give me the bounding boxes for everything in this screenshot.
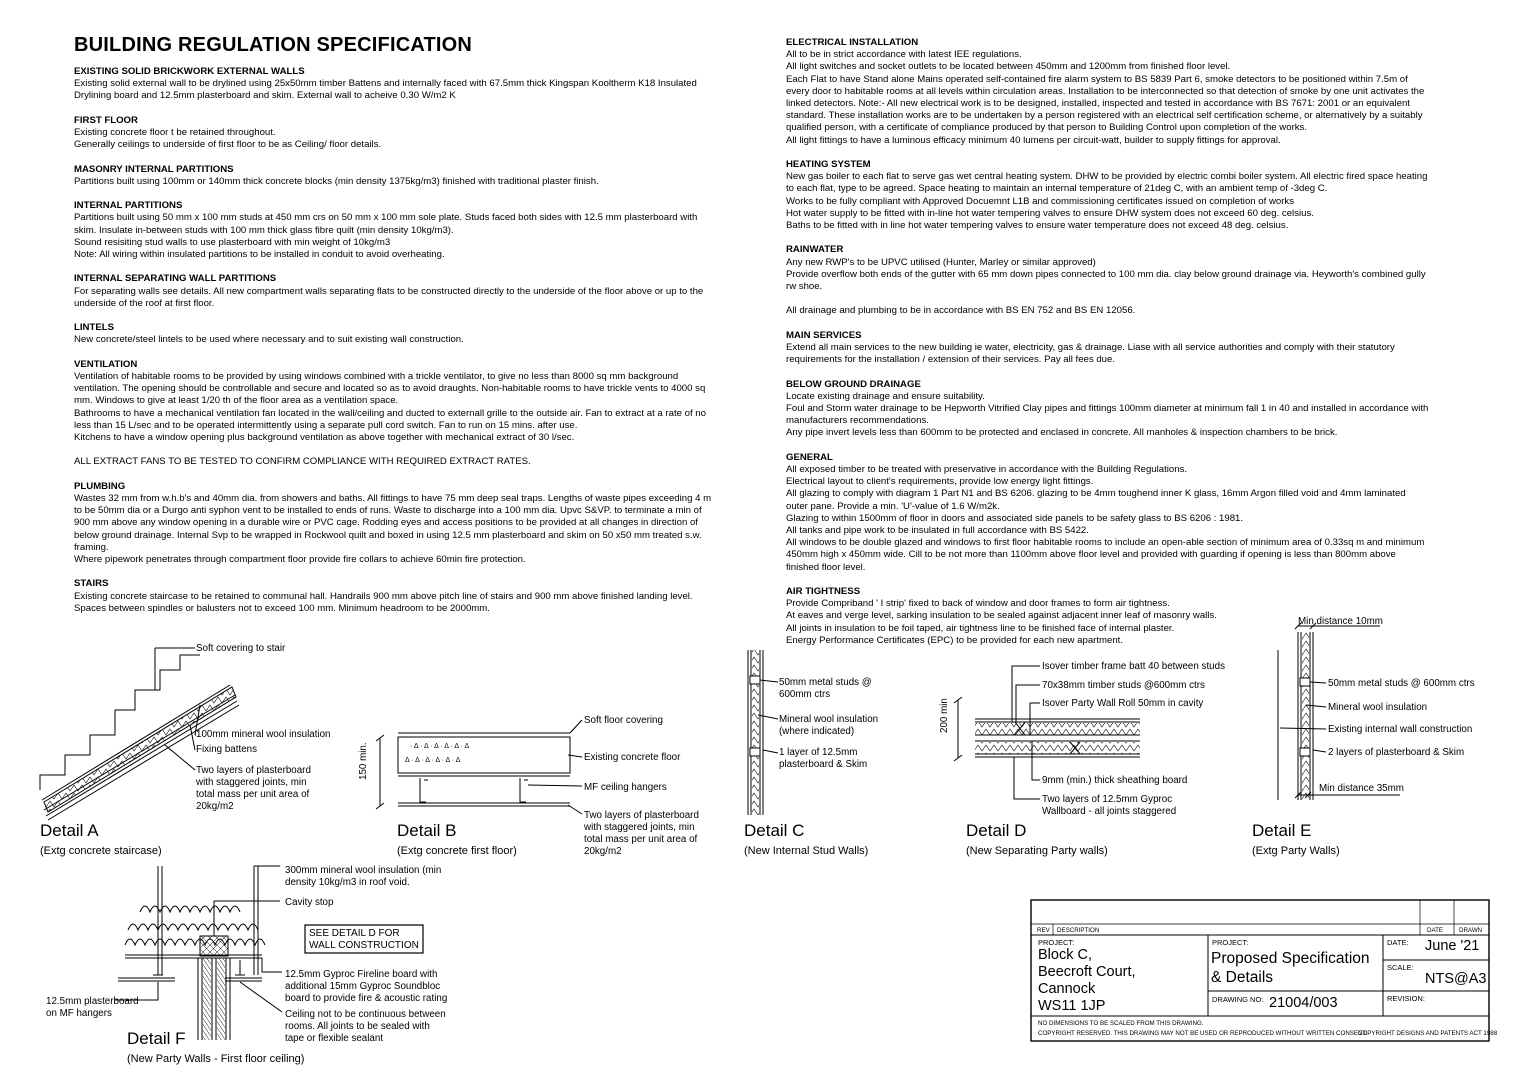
detail-f-label: additional 15mm Gyproc Soundbloc <box>285 981 441 992</box>
title-block <box>1031 900 1498 1041</box>
spec-section: FIRST FLOOR Existing concrete floor t be retained throughout. Generally ceilings to underside of first floor to be as Ceiling/ floor details. <box>74 114 382 151</box>
detail-f-subtitle: (New Party Walls - First floor ceiling) <box>127 1053 305 1065</box>
spec-section: VENTILATION Ventilation of habitable rooms to be provided by using windows combined with a trickle ventilator, to give no less than 8000 sq mm background ventilation. The opening should be controllable and secure and located so as to avoid draughts. Non-habitable rooms to have trickle vents to 4000 sq mm. Windows to give at least 1/20 th of the floor area as a ventilation space. Bathrooms to have a mechanical ventilation fan located in the wall/ceiling and ducted to externall grille to the outside air. Fan to extract at a rate of no less than 15 L/sec and to be operated intermittently using a separate pull cord switch. Fan to run on 15 mins. after use. Kitchens to have a window opening plus background ventilation as above together with mechanical extract of 30 l/sec. <box>74 358 706 443</box>
scale-label: SCALE: <box>1387 963 1414 972</box>
detail-d-dimension: 200 min <box>939 698 950 733</box>
detail-d-subtitle: (New Separating Party walls) <box>966 845 1108 857</box>
detail-b-label: MF ceiling hangers <box>584 782 667 793</box>
detail-f-label: rooms. All joints to be sealed with <box>285 1021 430 1032</box>
detail-f-label: 12.5mm plasterboard <box>46 996 139 1007</box>
detail-c-subtitle: (New Internal Stud Walls) <box>744 845 869 857</box>
date-header: DATE <box>1427 927 1444 934</box>
spec-section: AIR TIGHTNESS Provide Compriband ' I strip' fixed to back of window and door frames to form air tightness. At eaves and verge level, sarking insulation to be sealed against adjacent inner leaf of masonry walls. All joints in insulation to be foil taped, air tightness line to be finished face of internal plaster. Energy Performance Certificates (EPC) to be provided for each new apartment. <box>786 586 1217 646</box>
project-address-line: Cannock <box>1038 981 1096 997</box>
detail-d-label: Two layers of 12.5mm Gyproc <box>1042 794 1173 805</box>
detail-f-title: Detail F <box>127 1029 186 1048</box>
detail-d-label: Isover timber frame batt 40 between studs <box>1042 661 1225 672</box>
detail-b-label: 20kg/m2 <box>584 846 622 857</box>
project-title-line: Proposed Specification <box>1211 950 1370 967</box>
detail-c-drawing <box>748 650 778 815</box>
detail-f-label: board to provide fire & acoustic rating <box>285 993 448 1004</box>
spec-section: RAINWATER Any new RWP's to be UPVC utilised (Hunter, Marley or similar approved) Provide overflow both ends of the gutter with 65 mm down pipes connected to 100 mm dia. clay below ground drainage via. Heyworth's combined gully rw shoe. All drainage and plumbing to be in accordance with BS EN 752 and BS EN 12056. <box>786 244 1426 317</box>
detail-b-label: Two layers of plasterboard <box>584 810 699 821</box>
detail-e-label: Min distance 10mm <box>1298 616 1383 627</box>
detail-d-label: Wallboard - all joints staggered <box>1042 806 1177 817</box>
detail-c-label: 600mm ctrs <box>779 689 831 700</box>
detail-c-label: 50mm metal studs @ <box>779 677 872 688</box>
detail-a-title: Detail A <box>40 821 99 840</box>
detail-a-label: Fixing battens <box>196 744 257 755</box>
project-title-line: & Details <box>1211 969 1274 986</box>
footer-note: COPYRIGHT RESERVED. THIS DRAWING MAY NOT BE USED OR REPRODUCED WITHOUT WRITTEN CONSENT. <box>1038 1030 1368 1037</box>
revision-label: REVISION: <box>1387 994 1425 1003</box>
drawn-header: DRAWN <box>1459 927 1483 934</box>
detail-c-label: plasterboard & Skim <box>779 759 868 770</box>
date-value: June '21 <box>1425 938 1480 954</box>
spec-section: HEATING SYSTEM New gas boiler to each flat to serve gas wet central heating system. DHW to be provided by electric combi boiler system. All electric fired space heating to each flat, type to be agreed. Space heating to maintain an internal temperature of 21deg C, with an ambient temp of -3deg C. Works to be fully compliant with Approved Docuemnt L1B and commissioning certificates issued on completion of works Hot water supply to be fitted with in-line hot water tempering valves to ensure DHW system does not exceed 60 deg. celsius. Baths to be fitted with in line hot water tempering valves to ensure water temperature does not exceed 48 deg. celsius. <box>786 159 1428 232</box>
detail-b-label: Soft floor covering <box>584 715 663 726</box>
detail-e-title: Detail E <box>1252 821 1312 840</box>
spec-note: ALL EXTRACT FANS TO BE TESTED TO CONFIRM COMPLIANCE WITH REQUIRED EXTRACT RATES. <box>74 456 531 468</box>
spec-section: MASONRY INTERNAL PARTITIONS Partitions built using 100mm or 140mm thick concrete blocks (min density 1375kg/m3) finished with traditional plaster finish. <box>74 163 599 187</box>
project-address-line: Beecroft Court, <box>1038 964 1136 980</box>
detail-e-label: Existing internal wall construction <box>1328 724 1473 735</box>
project-title-label: PROJECT: <box>1212 938 1249 947</box>
project-address-line: Block C, <box>1038 947 1092 963</box>
detail-d-title: Detail D <box>966 821 1027 840</box>
detail-a-subtitle: (Extg concrete staircase) <box>40 845 162 857</box>
spec-section: PLUMBING Wastes 32 mm from w.h.b's and 40mm dia. from showers and baths. All fittings to have 75 mm deep seal traps. Lengths of waste pipes exceeding 4 m to be 50mm dia or a Durgo anti syphon vent to be installed to ends of runs. Waste to discharge into a 100 mm dia. Upvc S&VP. to terminate a min of 900 mm above any window opening in a durable wire or PVC cage. Rodding eyes and access positions to be provided at all changes in direction of below ground drainage. Internal Svp to be wrapped in Rockwool quilt and boxed in using 12.5 mm plasterboard and skim on 50 x50 mm treated s.w. framing. Where pipework penetrates through compartment floor provide fire collars to achieve 60min fire protection. <box>74 480 712 565</box>
detail-b-dimension: 150 min. <box>358 742 369 780</box>
detail-b-title: Detail B <box>397 821 457 840</box>
detail-d-label: Isover Party Wall Roll 50mm in cavity <box>1042 698 1204 709</box>
date-field-label: DATE: <box>1387 938 1409 947</box>
project-address-line: WS11 1JP <box>1038 998 1106 1014</box>
spec-section: LINTELS New concrete/steel lintels to be used where necessary and to suit existing wall construction. <box>74 322 464 346</box>
description-header: DESCRIPTION <box>1057 927 1100 934</box>
spec-section: GENERAL All exposed timber to be treated with preservative in accordance with the Building Regulations. Electrical layout to client's requirements, provide low energy light fittings. All glazing to comply with diagram 1 Part N1 and BS 6206. glazing to be 4mm toughend inner K glass, 16mm Argon filled void and 4mm laminated outer pane. Provide a min. 'U'-value of 1.6 W/m2k. Glazing to within 1500mm of floor in doors and associated side panels to be safety glass to BS 6206 : 1981. All tanks and pipe work to be insulated in full accordance with BS 5422. All windows to be double glazed and windows to first floor habitable rooms to include an open-able section of minimum area of 0.33sq m and minimum 450mm high x 450mm wide. Cill to be not more than 1100mm above floor level and provided with guarding if opening is less than 800mm above finished floor level. <box>786 451 1425 573</box>
rev-header: REV <box>1037 927 1050 934</box>
detail-f-label: Cavity stop <box>285 897 334 908</box>
detail-c-label: 1 layer of 12.5mm <box>779 747 858 758</box>
detail-a-label: Two layers of plasterboard <box>196 765 311 776</box>
detail-a-label: 20kg/m2 <box>196 801 234 812</box>
spec-section: STAIRS Existing concrete staircase to be retained to communal hall. Handrails 900 mm above pitch line of stairs and 900 mm above finished landing level. Spaces between spindles or balusters not to exceed 100 mm. Minimum headroom to be 2000mm. <box>74 578 693 614</box>
spec-section: INTERNAL SEPARATING WALL PARTITIONS For separating walls see details. All new compartment walls separating flats to be constructed directly to the underside of the floor above or up to the underside of the roof at first floor. <box>74 273 704 309</box>
project-address-label: PROJECT: <box>1038 938 1075 947</box>
detail-c-label: (where indicated) <box>779 726 855 737</box>
drawing-no-label: DRAWING NO: <box>1212 995 1264 1004</box>
detail-e-label: 50mm metal studs @ 600mm ctrs <box>1328 678 1475 689</box>
detail-e-label: Min distance 35mm <box>1319 783 1404 794</box>
detail-b-drawing <box>376 720 582 814</box>
spec-section: INTERNAL PARTITIONS Partitions built using 50 mm x 100 mm studs at 450 mm crs on 50 mm x 100 mm sole plate. Studs faced both sides with 12.5 mm plasterboard with skim. Insulate in-between studs with 100 mm thick glass fibre quilt (min density 10kg/m3). Sound resisiting stud walls to use plasterboard with min weight of 10kg/m3 Note: All wiring within insulated partitions to be installed in conduit to avoid overheating. <box>74 200 698 260</box>
detail-b-subtitle: (Extg concrete first floor) <box>397 845 517 857</box>
footer-note: COPYRIGHT DESIGNS AND PATENTS ACT 1988 <box>1358 1030 1498 1037</box>
detail-b-label: with staggered joints, min <box>584 822 695 833</box>
detail-a-label: Soft covering to stair <box>196 643 286 654</box>
detail-d-label: 9mm (min.) thick sheathing board <box>1042 775 1188 786</box>
detail-e-label: Mineral wool insulation <box>1328 702 1428 713</box>
spec-section: MAIN SERVICES Extend all main services to the new building ie water, electricity, gas & drainage. Liase with all service authorities and comply with their statutory requirements for the installation / extension of their services. Pay all fees due. <box>786 329 1395 366</box>
footer-note: NO DIMENSIONS TO BE SCALED FROM THIS DRAWING. <box>1038 1020 1204 1027</box>
detail-f-label: on MF hangers <box>46 1008 112 1019</box>
detail-e-label: 2 layers of plasterboard & Skim <box>1328 747 1465 758</box>
detail-f-note-box: SEE DETAIL D FOR <box>309 928 400 939</box>
detail-f-label: 300mm mineral wool insulation (min <box>285 865 442 876</box>
detail-c-title: Detail C <box>744 821 805 840</box>
spec-section: EXISTING SOLID BRICKWORK EXTERNAL WALLS Existing solid external wall to be drylined using 25x50mm timber Battens and internally faced with 67.5mm thick Kingspan Kooltherm K18 Insulated Drylining board and 12.5mm plasterboard and skim. External wall to acheive 0.30 W/m2 K <box>74 66 697 102</box>
detail-c-label: Mineral wool insulation <box>779 714 879 725</box>
detail-a-label: total mass per unit area of <box>196 789 310 800</box>
svg-text:· Δ · Δ · Δ · Δ · Δ: · Δ · Δ · Δ · Δ · Δ · Δ <box>410 743 470 750</box>
spec-section: BELOW GROUND DRAINAGE Locate existing drainage and ensure suitability. Foul and Storm water drainage to be Hepworth Vitrified Clay pipes and fittings 100mm diameter at minimum fall 1 in 40 and installed in accordance with manufacturers recommendations. Any pipe invert levels less than 600mm to be protected and enclased in concrete. All manholes & inspection chambers to be brick. <box>786 378 1429 439</box>
scale-value: NTS@A3 <box>1425 971 1487 987</box>
drawing-no-value: 21004/003 <box>1269 995 1338 1011</box>
detail-a-label: 100mm mineral wool insulation <box>196 729 331 740</box>
detail-f-label: tape or flexible sealant <box>285 1033 384 1044</box>
page-title: BUILDING REGULATION SPECIFICATION <box>74 34 473 56</box>
detail-b-label: total mass per unit area of <box>584 834 698 845</box>
detail-b-label: Existing concrete floor <box>584 752 681 763</box>
detail-f-note-box: WALL CONSTRUCTION <box>309 940 419 951</box>
detail-f-label: 12.5mm Gyproc Fireline board with <box>285 969 438 980</box>
detail-f-label: density 10kg/m3 in roof void. <box>285 877 410 888</box>
spec-section: ELECTRICAL INSTALLATION All to be in strict accordance with latest IEE regulations. All light switches and socket outlets to be located between 450mm and 1200mm from finished floor level. Each Flat to have Stand alone Mains operated self-contained fire alarm system to BS 5839 Part 6, smoke detectors to be positioned within 7.5m of every door to habitable rooms at all levels within circulation areas. Installation to be interconnected so that detection of smoke by one unit activates the linked detectors. Note:- All new electrical work is to be designed, installed, inspected and tested in accordance with BS 7671: 2001 or an equivalent standard. These installation works are to be undertaken by a person registered with an electrical self certification scheme, or alternatively by a suitably qualified person, with a certificate of compliance produced by that person to Building Control upon completion of the works. All light fittings to have a luminous efficacy minimum 40 lumens per circuit-watt, builder to supply fittings for approval. <box>786 37 1425 146</box>
detail-e-subtitle: (Extg Party Walls) <box>1252 845 1340 857</box>
detail-f-label: Ceiling not to be continuous between <box>285 1009 446 1020</box>
svg-text:Δ · Δ · Δ · Δ · Δ: Δ · Δ · Δ · Δ · Δ · Δ <box>405 757 461 764</box>
detail-d-label: 70x38mm timber studs @600mm ctrs <box>1042 680 1205 691</box>
detail-a-label: with staggered joints, min <box>196 777 307 788</box>
